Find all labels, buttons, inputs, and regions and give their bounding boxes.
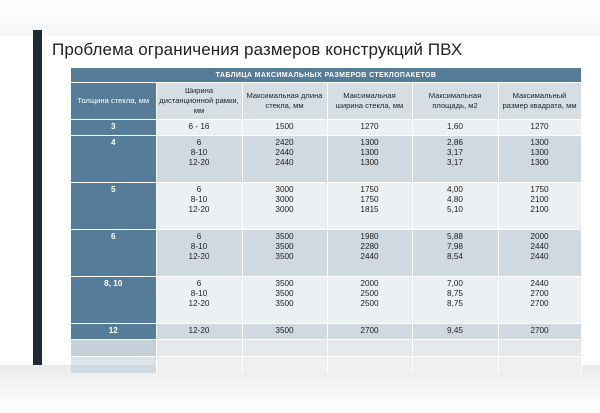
cell-value: 3500 [275,289,294,298]
cell-value: 2500 [360,289,379,298]
cell-max-width [327,230,412,277]
cell-spacer [156,277,242,324]
cell-value: 1750 [360,195,379,204]
reflection-row [71,340,581,357]
cell-value: 2100 [530,205,549,214]
cell-value: 1500 [275,122,294,131]
top-fade [0,0,600,36]
cell-value: 2440 [275,148,294,157]
cell-value: 9,45 [447,326,463,335]
cell-value: 12-20 [188,205,210,214]
cell-value: 12-20 [188,252,210,261]
header-spacer: Ширина дистанционной рамки, мм [156,83,242,120]
cell-value: 3500 [275,326,294,335]
cell-max-square [498,120,581,136]
cell-value: 8-10 [190,195,208,204]
cell-spacer [156,324,242,340]
cell-value: 6 [196,279,202,288]
cell-spacer [156,120,242,136]
cell-value: 2700 [530,326,549,335]
cell-value: 2440 [530,242,549,251]
cell-max-area [412,183,498,230]
cell-max-area [412,324,498,340]
reflection-cell [71,357,156,374]
cell-max-width [327,324,412,340]
reflection-cell [412,340,498,357]
cell-max-area [412,136,498,183]
reflection-cell [242,357,327,374]
cell-value: 2700 [530,299,549,308]
cell-value: 6 [196,232,202,241]
table-row [71,324,581,340]
table-header-row [71,83,581,120]
cell-value: 3,17 [447,148,463,157]
cell-max-width [327,136,412,183]
cell-max-width [327,277,412,324]
cell-max-length [242,277,327,324]
table-caption: ТАБЛИЦА МАКСИМАЛЬНЫХ РАЗМЕРОВ СТЕКЛОПАКЕТОВ [71,68,581,83]
reflection-cell [71,340,156,357]
reflection-cell [412,357,498,374]
cell-value: 8,75 [447,299,463,308]
header-max-length: Максимальная длина стекла, мм [242,83,327,120]
cell-value: 4,80 [447,195,463,204]
header-max-area: Максимальная площадь, м2 [412,83,498,120]
cell-value: 1270 [530,122,549,131]
cell-value: 7,98 [447,242,463,251]
cell-max-length [242,230,327,277]
cell-max-square [498,277,581,324]
cell-value: 8,75 [447,289,463,298]
cell-value: 2440 [530,279,549,288]
cell-value: 7,00 [447,279,463,288]
cell-value: 1300 [530,138,549,147]
cell-value: 5,88 [447,232,463,241]
cell-value: 4,00 [447,185,463,194]
cell-value: 1980 [360,232,379,241]
table-row [71,230,581,277]
table-row [71,120,581,136]
cell-value: 1815 [360,205,379,214]
cell-value: 2,86 [447,138,463,147]
slide-accent-bar [33,30,42,385]
cell-value: 2440 [360,252,379,261]
cell-value: 12-20 [188,326,210,335]
cell-value: 3500 [275,232,294,241]
cell-value: 2700 [360,326,379,335]
cell-value: 2280 [360,242,379,251]
cell-value: 12-20 [188,158,210,167]
cell-value: 1750 [530,185,549,194]
cell-thickness: 12 [71,324,156,340]
cell-value: 8-10 [190,242,208,251]
cell-value: 8-10 [190,289,208,298]
reflection-cell [327,340,412,357]
cell-value: 1270 [360,122,379,131]
cell-max-length [242,324,327,340]
cell-value: 3500 [275,242,294,251]
cell-value: 3500 [275,299,294,308]
cell-value: 3500 [275,252,294,261]
reflection-cell [498,340,581,357]
cell-max-length [242,120,327,136]
cell-value: 3500 [275,279,294,288]
cell-thickness: 8, 10 [71,277,156,324]
reflection-cell [498,357,581,374]
cell-max-length [242,183,327,230]
max-sizes-table [71,68,582,373]
cell-value: 3000 [275,205,294,214]
cell-value: 2000 [360,279,379,288]
cell-value: 2100 [530,195,549,204]
cell-value: 3,17 [447,158,463,167]
cell-thickness: 3 [71,120,156,136]
cell-value: 1,60 [447,122,463,131]
cell-max-square [498,230,581,277]
reflection-cell [156,357,242,374]
cell-thickness: 6 [71,230,156,277]
cell-value: 2700 [530,289,549,298]
cell-value: 1300 [360,158,379,167]
slide-title: Проблема ограничения размеров конструкций ПВХ [52,40,463,59]
cell-spacer [156,230,242,277]
header-max-square: Максимальный размер квадрата, мм [498,83,581,120]
cell-max-square [498,183,581,230]
cell-value: 2000 [530,232,549,241]
cell-value: 6 [196,185,202,194]
cell-value: 6 - 16 [188,122,210,131]
cell-value: 2500 [360,299,379,308]
cell-value: 1300 [530,158,549,167]
cell-value: 3000 [275,185,294,194]
cell-value: 1300 [360,148,379,157]
cell-value: 3000 [275,195,294,204]
table-container [71,68,581,373]
cell-value: 8-10 [190,148,208,157]
cell-value: 1750 [360,185,379,194]
cell-spacer [156,136,242,183]
cell-value: 2440 [530,252,549,261]
cell-max-square [498,136,581,183]
header-max-width: Максимальная ширина стекла, мм [327,83,412,120]
cell-value: 1300 [530,148,549,157]
cell-value: 6 [196,138,202,147]
cell-max-area [412,120,498,136]
cell-max-width [327,120,412,136]
cell-max-area [412,277,498,324]
cell-spacer [156,183,242,230]
table-row [71,136,581,183]
table-row [71,183,581,230]
cell-value: 8,54 [447,252,463,261]
table-row [71,277,581,324]
cell-value: 2440 [275,158,294,167]
cell-max-square [498,324,581,340]
cell-max-area [412,230,498,277]
reflection-row [71,357,581,374]
cell-value: 2420 [275,138,294,147]
cell-max-length [242,136,327,183]
cell-thickness: 4 [71,136,156,183]
cell-value: 1300 [360,138,379,147]
reflection-cell [242,340,327,357]
reflection-cell [327,357,412,374]
cell-value: 5,10 [447,205,463,214]
cell-max-width [327,183,412,230]
cell-thickness: 5 [71,183,156,230]
cell-value: 12-20 [188,299,210,308]
reflection-cell [156,340,242,357]
header-thickness: Толщина стекла, мм [71,83,156,120]
